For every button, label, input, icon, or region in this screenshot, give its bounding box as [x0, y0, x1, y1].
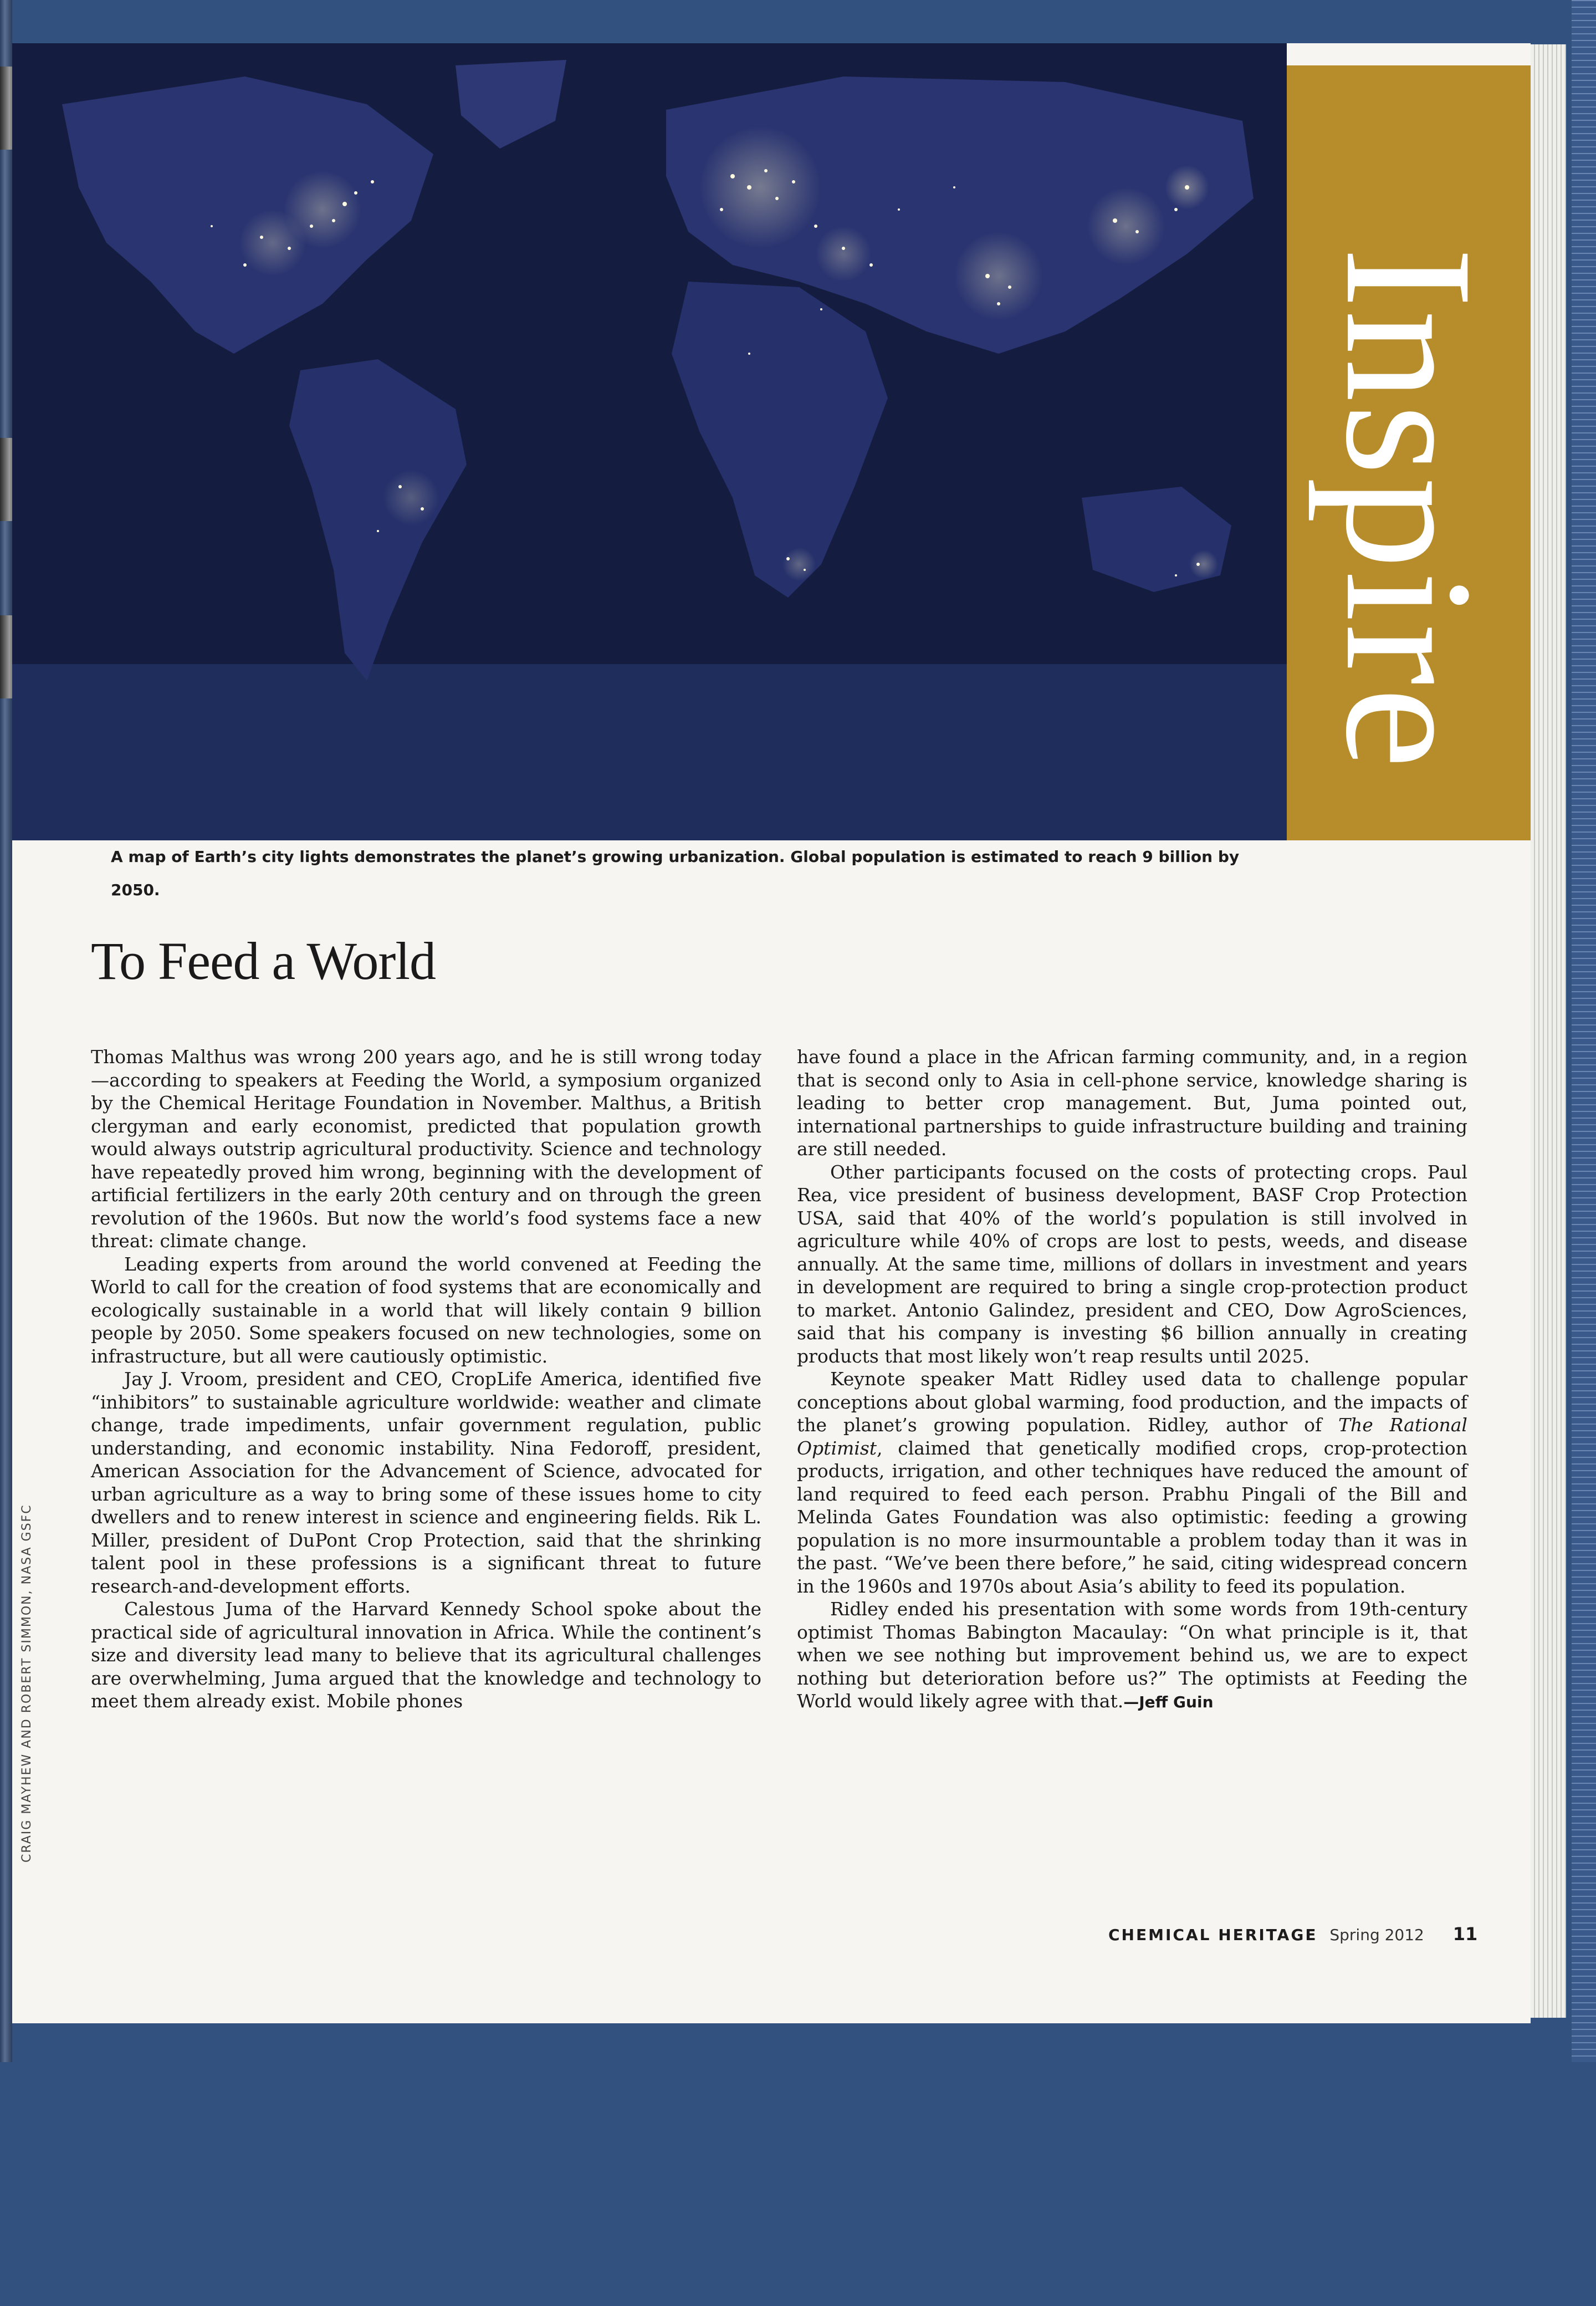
- paragraph: Calestous Juma of the Harvard Kennedy School spoke about the practical side of agricultural innovation in Africa. While the continent’s size and diversity lead many to believe that its agricultural challenges are overwhelming, Juma argued that the knowledge and technology to meet them already exist. Mobile phones: [91, 1598, 761, 1712]
- photo-credit: [20, 1504, 42, 2306]
- paragraph: Other participants focused on the costs of protecting crops. Paul Rea, vice president of business development, BASF Crop Protection USA, said that 40% of the world’s population is still involved in agriculture while 40% of crops are lost to pests, weeds, and disease annually. At the same time, millions of dollars in investment and years in development are required to bring a single crop-protection product to market. Antonio Galindez, president and CEO, Dow AgroSciences, said that his company is investing $6 billion annually in creating products that most likely won’t reap results until 2025.: [797, 1161, 1467, 1367]
- article-column-right: [797, 1045, 1467, 1714]
- photo-credit-text: CRAIG MAYHEW AND ROBERT SIMMON, NASA GSFC: [20, 1504, 34, 1863]
- binder-spine: [0, 0, 12, 2062]
- world-map-illustration: [12, 43, 1287, 840]
- image-caption: A map of Earth’s city lights demonstrates the planet’s growing urbanization. Global population is estimated to reach 9 billion by 2050.: [111, 848, 1240, 899]
- paragraph-text: Ridley ended his presentation with some words from 19th-century optimist Thomas Babington Macaulay: “On what principle is it, that when we see nothing but improvement behind us, we are to expect nothing but deterioration before us?” The optimists at Feeding the World would likely agree with that.: [797, 1598, 1467, 1712]
- page-number: 11: [1452, 1924, 1478, 1945]
- paragraph: Thomas Malthus was wrong 200 years ago, and he is still wrong today—according to speakers at Feeding the World, a symposium organized by the Chemical Heritage Foundation in November. Malthus, a British clergyman and early economist, predicted that population growth would always outstrip agricultural productivity. Science and technology have repeatedly proved him wrong, beginning with the development of artificial fertilizers in the early 20th century and on through the green revolution of the 1960s. But now the world’s food systems face a new threat: climate change.: [91, 1046, 761, 1252]
- antarctica-shading: [12, 664, 1287, 840]
- page-footer: [1108, 1924, 1477, 1945]
- paragraph: Jay J. Vroom, president and CEO, CropLife America, identified five “inhibitors” to sustainable agriculture worldwide: weather and climate change, trade impediments, unfair government regulation, public understanding, and economic instability. Nina Fedoroff, president, American Association for the Advancement of Science, advocated for urban agriculture as a way to bring some of these issues home to city dwellers and to renew interest in science and engineering fields. Rik L. Miller, president of DuPont Crop Protection, said that the shrinking talent pool in these professions is a significant threat to future research-and-development efforts.: [91, 1368, 761, 1597]
- paragraph: have found a place in the African farming community, and, in a region that is second only to Asia in cell-phone service, knowledge sharing is leading to better crop management. But, Juma pointed out, international partnerships to guide infrastructure building and training are still needed.: [797, 1046, 1467, 1160]
- binder-cover-edge: [1572, 0, 1596, 2062]
- author-byline: —Jeff Guin: [1123, 1693, 1214, 1711]
- city-lights-map: [12, 43, 1287, 840]
- paragraph-text: , claimed that genetically modified crops, crop-protection products, irrigation, and other techniques have reduced the amount of land required to feed each person. Prabhu Pingali of the Bill and Melinda Gates Foundation was also optimistic: feeding a growing population is no more insurmountable a problem today than it was in the past. “We’ve been there before,” he said, citing widespread concern in the 1960s and 1970s about Asia’s ability to feed its population.: [797, 1437, 1467, 1597]
- section-title: [1303, 165, 1514, 853]
- magazine-page: [12, 43, 1531, 2023]
- paragraph: [797, 1368, 1467, 1598]
- book-title: The Rational Optimist: [797, 1414, 1467, 1459]
- paragraph: Leading experts from around the world convened at Feeding the World to call for the creation of food systems that are economically and ecologically sustainable in a world that will likely contain 9 billion people by 2050. Some speakers focused on new technologies, some on infrastructure, but all were cautiously optimistic.: [91, 1253, 761, 1367]
- paragraph-text: Keynote speaker Matt Ridley used data to challenge popular conceptions about global warming, food production, and the impacts of the planet’s growing population. Ridley, author of: [797, 1368, 1467, 1436]
- section-title-text: Inspire: [1308, 247, 1510, 771]
- article-headline: To Feed a World: [91, 931, 436, 991]
- publication-name: CHEMICAL HERITAGE: [1108, 1926, 1318, 1944]
- paragraph: [797, 1598, 1467, 1714]
- article-column-left: [91, 1045, 761, 1713]
- issue-date: Spring 2012: [1329, 1926, 1424, 1944]
- page-edges: [1530, 44, 1566, 2018]
